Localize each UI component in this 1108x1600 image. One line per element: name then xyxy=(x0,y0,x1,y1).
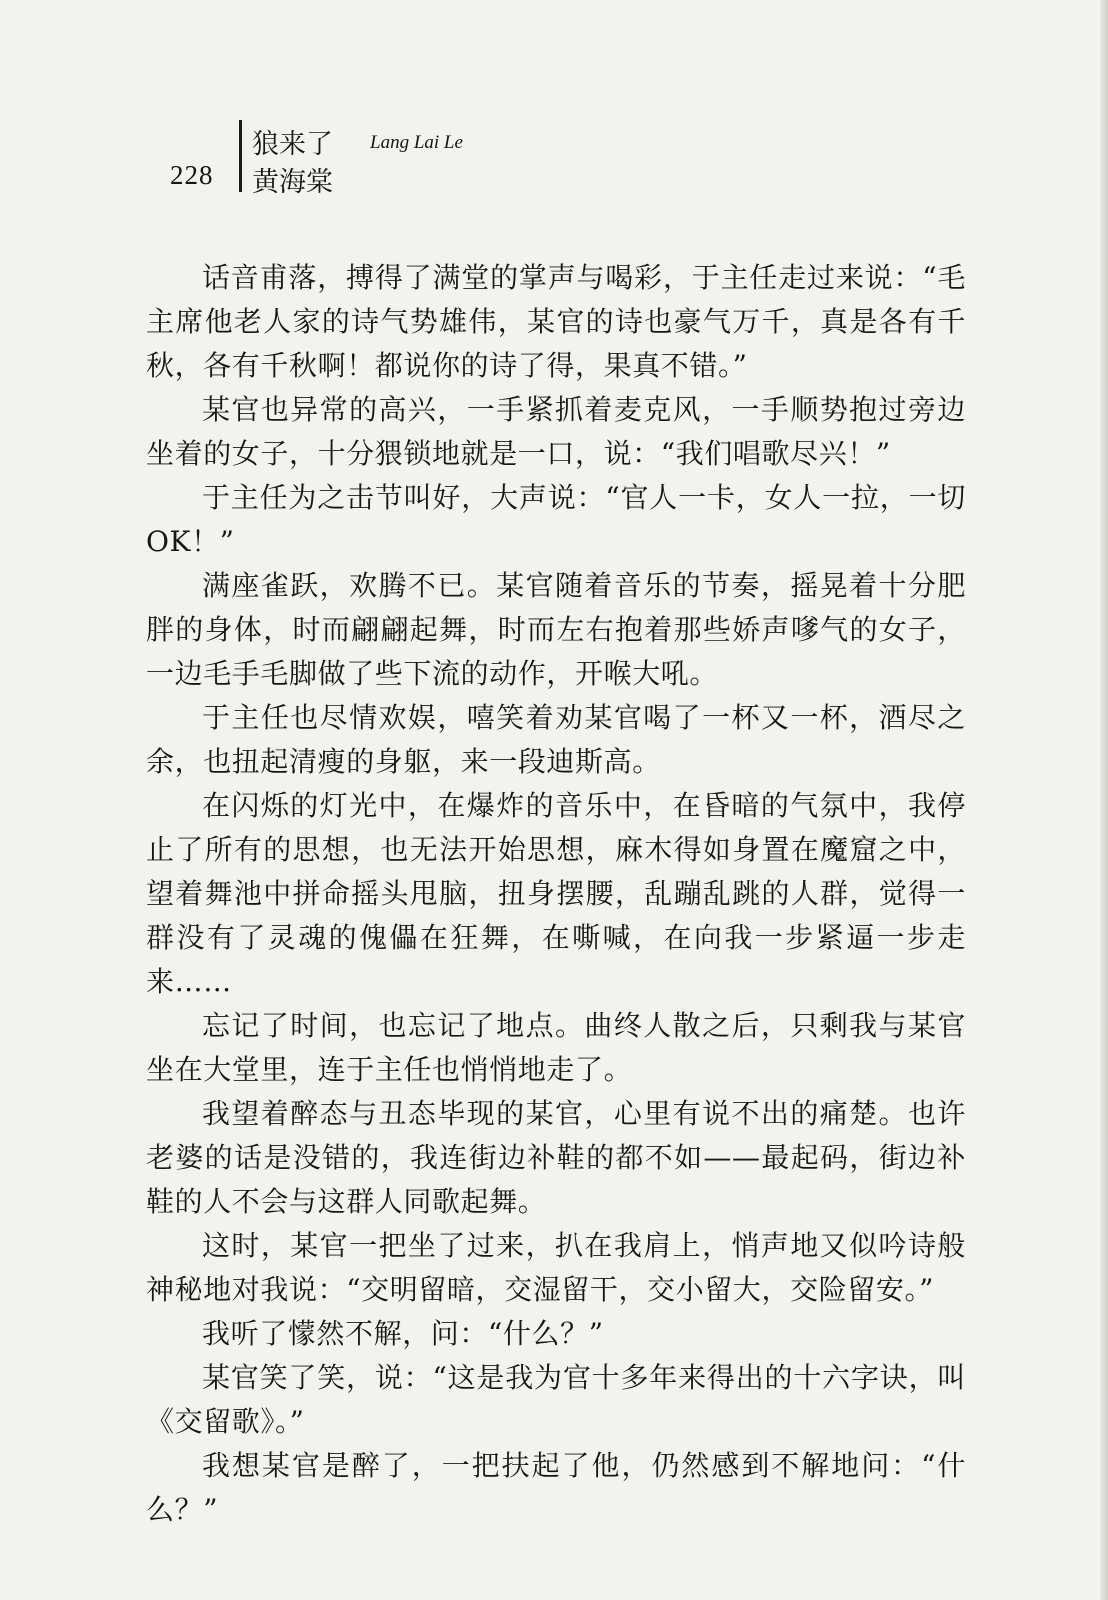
paragraph: 某官也异常的高兴，一手紧抓着麦克风，一手顺势抱过旁边坐着的女子，十分猥锁地就是一口，说：“我们唱歌尽兴！” xyxy=(146,393,966,470)
paragraph: 在闪烁的灯光中，在爆炸的音乐中，在昏暗的气氛中，我停止了所有的思想，也无法开始思想，麻木得如身置在魔窟之中，望着舞池中拼命摇头甩脑，扭身摆腰，乱蹦乱跳的人群，觉得一群没有了灵魂的傀儡在狂舞，在嘶喊，在向我一步紧逼一步走来…… xyxy=(146,789,966,998)
author-name: 黄海棠 xyxy=(252,167,333,198)
paragraph: 这时，某官一把坐了过来，扒在我肩上，悄声地又似吟诗般神秘地对我说：“交明留暗，交湿留干，交小留大，交险留安。” xyxy=(146,1229,966,1306)
body-text xyxy=(146,256,966,1532)
paragraph: 于主任也尽情欢娱，嘻笑着劝某官喝了一杯又一杯，酒尽之余，也扭起清瘦的身躯，来一段迪斯高。 xyxy=(146,701,966,778)
running-header xyxy=(162,118,562,198)
paragraph: 我听了懞然不解，问：“什么？” xyxy=(202,1317,604,1350)
paragraph: 忘记了时间，也忘记了地点。曲终人散之后，只剩我与某官坐在大堂里，连于主任也悄悄地走了。 xyxy=(146,1009,966,1086)
paragraph: 满座雀跃，欢腾不已。某官随着音乐的节奏，摇晃着十分肥胖的身体，时而翩翩起舞，时而左右抱着那些娇声嗲气的女子，一边毛手毛脚做了些下流的动作，开喉大吼。 xyxy=(146,569,966,690)
paragraph: 话音甫落，搏得了满堂的掌声与喝彩，于主任走过来说：“毛主席他老人家的诗气势雄伟，某官的诗也豪气万千，真是各有千秋，各有千秋啊！都说你的诗了得，果真不错。” xyxy=(146,261,966,382)
header-divider xyxy=(239,120,242,192)
paragraph: 我想某官是醉了，一把扶起了他，仍然感到不解地问：“什么？” xyxy=(146,1449,966,1526)
book-title-pinyin: Lang Lai Le xyxy=(370,132,463,153)
paragraph: 某官笑了笑，说：“这是我为官十多年来得出的十六字诀，叫《交留歌》。” xyxy=(146,1361,966,1438)
paragraph: 于主任为之击节叫好，大声说：“官人一卡，女人一拉，一切OK！” xyxy=(146,481,966,558)
page-number: 228 xyxy=(170,160,214,190)
paragraph: 我望着醉态与丑态毕现的某官，心里有说不出的痛楚。也许老婆的话是没错的，我连街边补鞋的都不如——最起码，街边补鞋的人不会与这群人同歌起舞。 xyxy=(146,1097,966,1218)
scan-edge-shadow xyxy=(1100,0,1108,1600)
book-title: 狼来了 xyxy=(252,129,333,160)
